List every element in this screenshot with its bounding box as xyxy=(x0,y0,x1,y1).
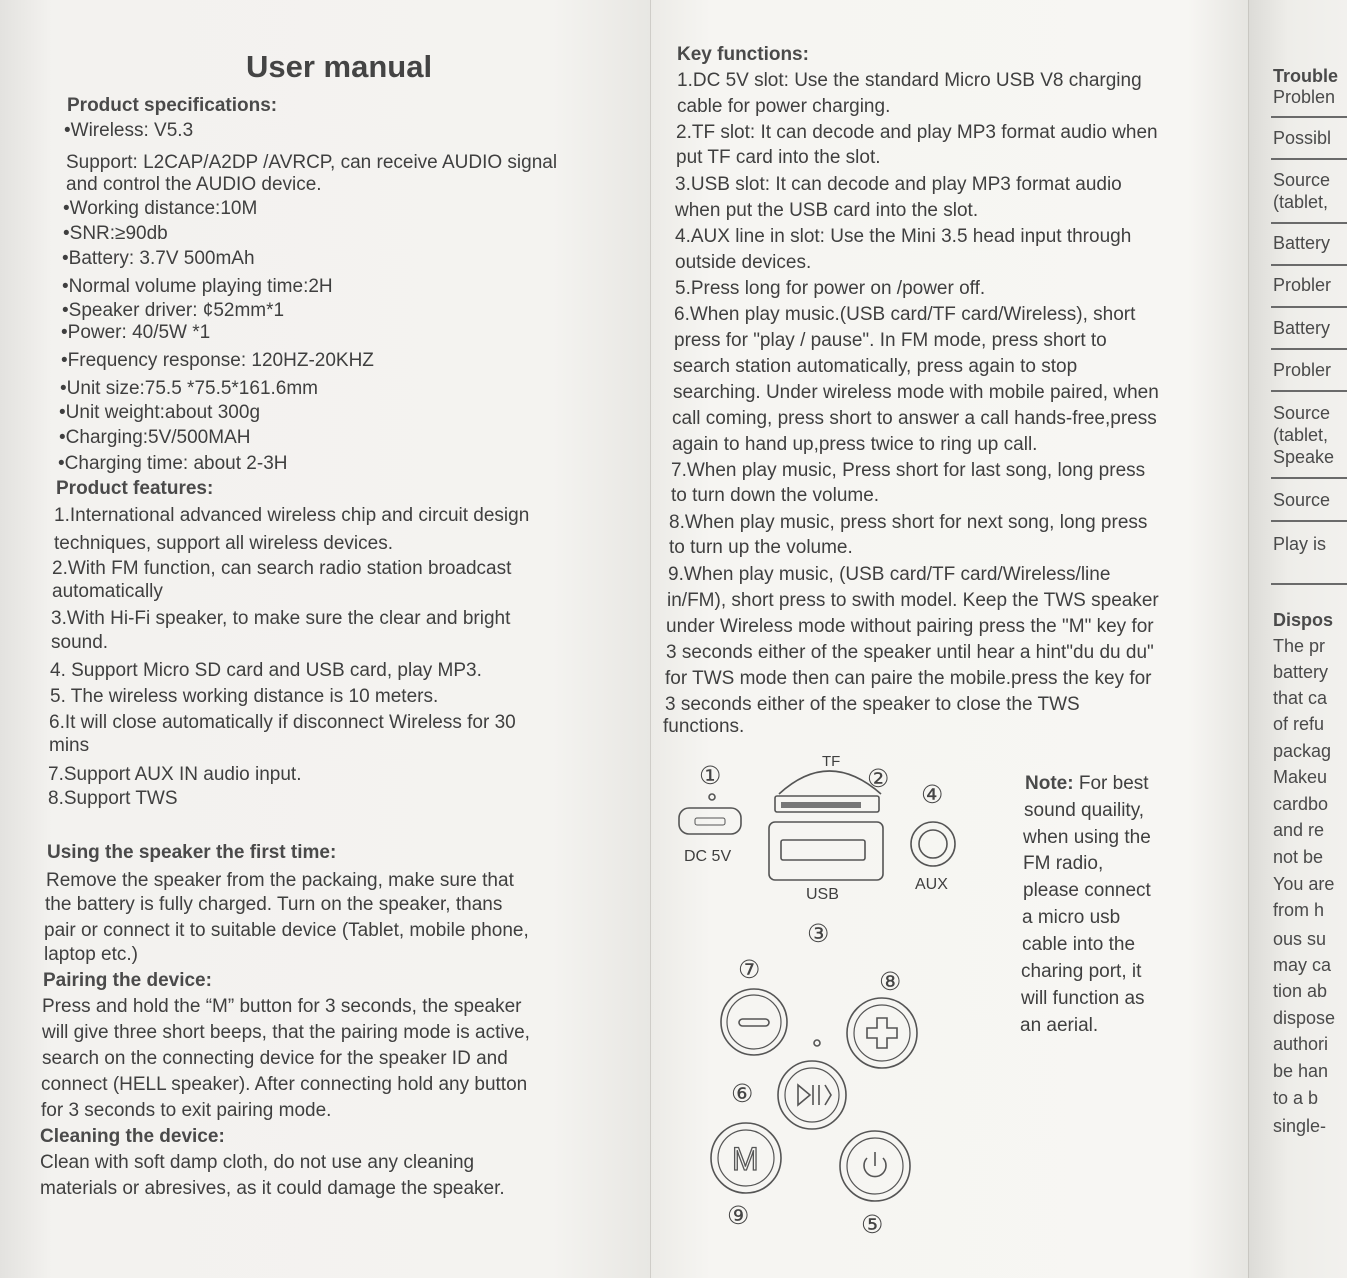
key-line: 5.Press long for power on /power off. xyxy=(675,278,986,299)
feature-line: sound. xyxy=(51,632,109,653)
spec-line: Support: L2CAP/A2DP /AVRCP, can receive AUDIO signal xyxy=(66,152,558,173)
center-dot xyxy=(814,1040,820,1046)
right-line: Battery xyxy=(1273,318,1331,338)
right-line: Probler xyxy=(1273,275,1332,295)
pairing-line: search on the connecting device for the speaker ID and xyxy=(42,1048,508,1069)
note-line: will function as xyxy=(1021,988,1145,1009)
pairing-line: Press and hold the “M” button for 3 seconds, the speaker xyxy=(42,996,522,1017)
play-icon xyxy=(798,1085,810,1105)
key-line: functions. xyxy=(663,716,745,737)
feature-line: 3.With Hi-Fi speaker, to make sure the clear and bright xyxy=(51,608,511,629)
right-line: battery xyxy=(1273,662,1329,682)
m-key-label: M xyxy=(732,1141,759,1177)
right-line: and re xyxy=(1273,820,1325,840)
right-line: Possibl xyxy=(1273,128,1332,148)
right-line: authori xyxy=(1273,1034,1329,1054)
feature-line: automatically xyxy=(52,581,163,602)
key-line: for TWS mode then can paire the mobile.press the key for xyxy=(665,668,1152,689)
right-line: Battery xyxy=(1273,233,1331,253)
key-functions-heading: Key functions: xyxy=(677,44,809,65)
key-line: cable for power charging. xyxy=(677,96,891,117)
right-line: dispose xyxy=(1273,1008,1336,1028)
callout-6: ⑥ xyxy=(731,1079,754,1108)
right-line: Dispos xyxy=(1273,610,1334,630)
spec-line: •Battery: 3.7V 500mAh xyxy=(62,248,255,269)
cleaning-line: materials or abresives, as it could damage the speaker. xyxy=(40,1178,505,1199)
usb-label: USB xyxy=(806,886,839,903)
features-heading: Product features: xyxy=(56,478,214,499)
right-line: to a b xyxy=(1273,1088,1319,1108)
key-line: under Wireless mode without pairing press the "M" key for xyxy=(666,616,1154,637)
divider xyxy=(1271,390,1347,392)
spec-line: •Wireless: V5.3 xyxy=(64,120,194,141)
right-line: of refu xyxy=(1273,714,1325,734)
key-line: 8.When play music, press short for next song, long press xyxy=(669,512,1148,533)
key-line: when put the USB card into the slot. xyxy=(675,200,979,221)
key-line: 9.When play music, (USB card/TF card/Wireless/line xyxy=(668,564,1111,585)
callout-2: ② xyxy=(867,764,890,793)
left-page xyxy=(0,0,650,1278)
feature-line: mins xyxy=(49,735,90,756)
aux-label: AUX xyxy=(915,876,948,893)
note-text: For best xyxy=(1078,773,1149,794)
right-line: Makeu xyxy=(1273,767,1328,787)
first-time-line: Remove the speaker from the packaing, make sure that xyxy=(46,870,514,891)
right-line: may ca xyxy=(1273,955,1332,975)
note-label: Note: xyxy=(1025,773,1074,794)
right-line: that ca xyxy=(1273,688,1328,708)
key-line: put TF card into the slot. xyxy=(676,147,881,168)
callout-1: ① xyxy=(699,761,722,790)
note-line: cable into the xyxy=(1022,934,1136,955)
spec-line: •Working distance:10M xyxy=(63,198,258,219)
note-line: a micro usb xyxy=(1022,907,1121,928)
right-line: Probler xyxy=(1273,360,1332,380)
spec-line: •Charging:5V/500MAH xyxy=(59,427,251,448)
divider xyxy=(1271,583,1347,585)
feature-line: 1.International advanced wireless chip and circuit design xyxy=(54,505,530,526)
right-line: You are xyxy=(1273,874,1335,894)
spec-line: and control the AUDIO device. xyxy=(66,174,322,195)
first-time-line: pair or connect it to suitable device (Tablet, mobile phone, xyxy=(44,920,529,941)
right-line: packag xyxy=(1273,741,1332,761)
manual-title: User manual xyxy=(246,49,433,84)
aux-jack-inner xyxy=(919,830,947,858)
key-line: searching. Under wireless mode with mobile paired, when xyxy=(673,382,1159,403)
right-line: Play is xyxy=(1273,534,1327,554)
divider xyxy=(1271,520,1347,522)
spec-line: •Speaker driver: ¢52mm*1 xyxy=(62,300,285,321)
right-line: not be xyxy=(1273,847,1324,867)
key-line: call coming, press short to answer a call hands-free,press xyxy=(672,408,1157,429)
note-line: when using the xyxy=(1023,827,1151,848)
specs-heading: Product specifications: xyxy=(67,95,278,116)
tf-arc xyxy=(779,771,881,794)
right-line: The pr xyxy=(1273,636,1326,656)
usb-slot-opening xyxy=(781,840,865,860)
feature-line: 2.With FM function, can search radio station broadcast xyxy=(52,558,512,579)
micro-usb-port-icon xyxy=(679,808,741,834)
right-line: (tablet, xyxy=(1273,425,1329,445)
feature-line: techniques, support all wireless devices. xyxy=(54,533,394,554)
key-diagram xyxy=(651,0,1248,1278)
spec-line: •Frequency response: 120HZ-20KHZ xyxy=(61,350,374,371)
note-line: charing port, it xyxy=(1021,961,1142,982)
right-line: Problen xyxy=(1273,87,1336,107)
divider xyxy=(1271,116,1347,118)
feature-line: 5. The wireless working distance is 10 meters. xyxy=(50,686,439,707)
dc-label: DC 5V xyxy=(684,848,732,865)
key-line: 2.TF slot: It can decode and play MP3 format audio when xyxy=(676,122,1158,143)
right-line: (tablet, xyxy=(1273,192,1329,212)
volume-down-button xyxy=(721,989,787,1055)
key-line: to turn up the volume. xyxy=(669,537,853,558)
usb-slot-icon xyxy=(769,822,883,880)
note-line: please connect xyxy=(1023,880,1151,901)
pause-icon xyxy=(813,1085,831,1105)
key-line: 1.DC 5V slot: Use the standard Micro USB V8 charging xyxy=(677,70,1142,91)
indicator-dot xyxy=(709,794,715,800)
minus-icon xyxy=(739,1019,769,1026)
key-line: 3 seconds either of the speaker to close the TWS xyxy=(665,694,1080,715)
pairing-line: will give three short beeps, that the pairing mode is active, xyxy=(42,1022,530,1043)
callout-9: ⑨ xyxy=(727,1201,750,1230)
right-line: Speake xyxy=(1273,447,1335,467)
right-page xyxy=(1248,0,1347,1278)
feature-line: 7.Support AUX IN audio input. xyxy=(48,764,302,785)
callout-8: ⑧ xyxy=(879,967,902,996)
divider xyxy=(1271,222,1347,224)
cleaning-heading: Cleaning the device: xyxy=(40,1126,225,1147)
plus-icon xyxy=(867,1018,897,1048)
tf-label: TF xyxy=(822,753,841,770)
callout-5: ⑤ xyxy=(861,1210,884,1239)
feature-line: 8.Support TWS xyxy=(48,788,178,809)
feature-line: 6.It will close automatically if disconnect Wireless for 30 xyxy=(49,712,516,733)
volume-up-button xyxy=(847,998,917,1068)
cleaning-line: Clean with soft damp cloth, do not use any cleaning xyxy=(40,1152,475,1173)
spec-line: •Normal volume playing time:2H xyxy=(62,276,333,297)
divider xyxy=(1271,264,1347,266)
spec-line: •Power: 40/5W *1 xyxy=(61,322,211,343)
volume-down-button-inner xyxy=(727,995,781,1049)
right-line: Source xyxy=(1273,490,1331,510)
key-line: 6.When play music.(USB card/TF card/Wireless), short xyxy=(674,304,1136,325)
pairing-line: connect (HELL speaker). After connecting hold any button xyxy=(41,1074,528,1095)
key-line: 7.When play music, Press short for last song, long press xyxy=(671,460,1146,481)
pairing-heading: Pairing the device: xyxy=(43,970,212,991)
aux-jack-icon xyxy=(911,822,955,866)
callout-3: ③ xyxy=(807,919,830,948)
spec-line: •Unit size:75.5 *75.5*161.6mm xyxy=(60,378,319,399)
right-line: Source xyxy=(1273,403,1331,423)
right-line: Source xyxy=(1273,170,1331,190)
note-line: FM radio, xyxy=(1023,853,1104,874)
divider xyxy=(1271,477,1347,479)
first-time-heading: Using the speaker the first time: xyxy=(47,842,337,863)
first-time-line: laptop etc.) xyxy=(44,944,138,965)
spec-line: •Charging time: about 2-3H xyxy=(58,453,288,474)
right-line: cardbo xyxy=(1273,794,1329,814)
divider xyxy=(1271,158,1347,160)
note-line: an aerial. xyxy=(1020,1015,1099,1036)
tf-slot-opening xyxy=(781,802,861,808)
right-line: Trouble xyxy=(1273,66,1339,86)
key-line: search station automatically, press again to stop xyxy=(673,356,1078,377)
note-line: sound quaility, xyxy=(1024,800,1145,821)
right-line: be han xyxy=(1273,1061,1329,1081)
key-line: in/FM), short press to swith model. Keep the TWS speaker xyxy=(667,590,1159,611)
first-time-line: the battery is fully charged. Turn on the speaker, thans xyxy=(45,894,503,915)
spec-line: •SNR:≥90db xyxy=(63,223,168,244)
right-line: single- xyxy=(1273,1116,1327,1136)
right-line: ous su xyxy=(1273,929,1327,949)
key-line: outside devices. xyxy=(675,252,812,273)
callout-4: ④ xyxy=(921,780,944,809)
feature-line: 4. Support Micro SD card and USB card, play MP3. xyxy=(50,660,482,681)
key-line: press for "play / pause". In FM mode, press short to xyxy=(674,330,1107,351)
key-line: to turn down the volume. xyxy=(671,485,880,506)
callout-7: ⑦ xyxy=(738,955,761,984)
right-line: tion ab xyxy=(1273,981,1328,1001)
spec-line: •Unit weight:about 300g xyxy=(59,402,261,423)
key-line: 3.USB slot: It can decode and play MP3 format audio xyxy=(675,174,1122,195)
volume-up-button-inner xyxy=(854,1005,910,1061)
play-pause-button xyxy=(778,1061,846,1129)
middle-page xyxy=(650,0,1248,1278)
key-line: 4.AUX line in slot: Use the Mini 3.5 head input through xyxy=(675,226,1132,247)
right-line: from h xyxy=(1273,900,1325,920)
divider xyxy=(1271,306,1347,308)
key-line: 3 seconds either of the speaker until hear a hint"du du du" xyxy=(666,642,1154,663)
pairing-line: for 3 seconds to exit pairing mode. xyxy=(41,1100,332,1121)
key-line: again to hand up,press twice to ring up call. xyxy=(672,434,1038,455)
micro-usb-pins xyxy=(695,818,725,825)
divider xyxy=(1271,348,1347,350)
